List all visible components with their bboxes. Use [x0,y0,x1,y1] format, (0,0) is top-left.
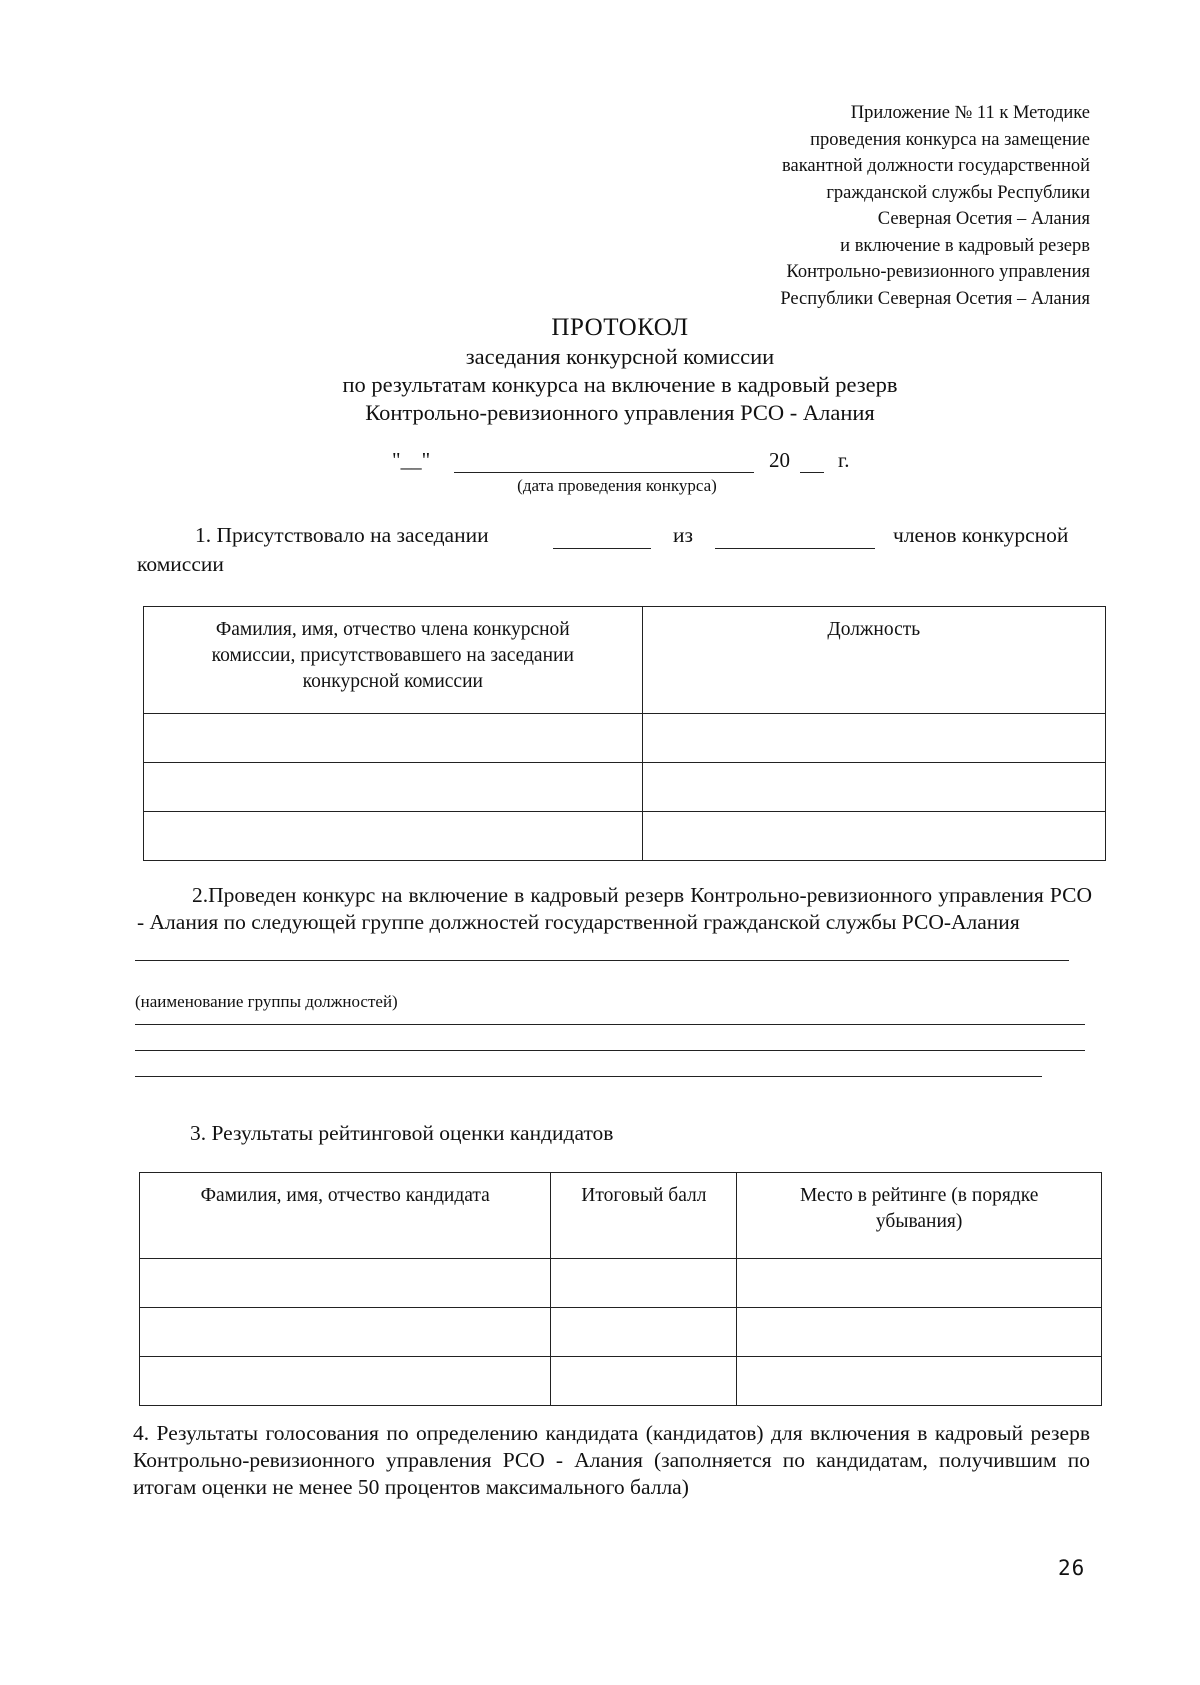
table-row [144,763,1106,812]
header-member-name: Фамилия, имя, отчество члена конкурсной комиссии, присутствовавшего на заседании конкурсной комиссии [144,607,643,714]
table-cell [144,714,643,763]
page-number: 26 [1058,1556,1086,1580]
table-cell [737,1308,1102,1357]
title-main: ПРОТОКОЛ [551,314,689,341]
section3-text: 3. Результаты рейтинговой оценки кандидатов [190,1121,614,1145]
position-group-caption: (наименование группы должностей) [135,992,398,1011]
date-year-blank [800,472,824,473]
appendix-line: Контрольно-ревизионного управления [786,262,1090,282]
blank-line [135,1076,1042,1077]
date-blank-line [454,472,754,473]
header-position: Должность [642,607,1105,714]
table-header-row [140,1173,1102,1259]
appendix-line: Северная Осетия – Алания [877,209,1090,229]
candidate-rating-table [139,1172,1102,1406]
appendix-line: вакантной должности государственной [782,156,1090,176]
appendix-note [630,100,1090,312]
position-group-line [135,960,1069,961]
appendix-line: гражданской службы Республики [826,182,1090,203]
section1-text-members: членов конкурсной [893,523,1069,547]
commission-members-table [143,606,1106,861]
header-candidate-name: Фамилия, имя, отчество кандидата [140,1173,551,1259]
table-cell [642,763,1105,812]
total-count-blank [715,548,875,549]
header-rating-place: Место в рейтинге (в порядке убывания) [737,1173,1102,1259]
appendix-line: проведения конкурса на замещение [810,129,1090,150]
date-field [392,448,852,478]
table-header-row [144,607,1106,714]
section1-of: из [673,523,693,547]
table-row [144,812,1106,861]
blank-line [135,1024,1085,1025]
table-cell [737,1357,1102,1406]
appendix-line: Приложение № 11 к Методике [850,103,1090,123]
table-cell [642,714,1105,763]
table-cell [551,1308,737,1357]
title-line: заседания конкурсной комиссии [465,344,775,369]
section1-text: 1. Присутствовало на заседании [195,523,489,547]
table-row [140,1357,1102,1406]
document-title [0,313,1200,427]
blank-line [135,1050,1085,1051]
date-year-prefix: 20 [769,448,790,472]
appendix-line: Республики Северная Осетия – Алания [780,288,1090,309]
table-row [144,714,1106,763]
table-cell [144,763,643,812]
date-year-suffix: г. [838,448,850,472]
table-cell [140,1259,551,1308]
section4-text: 4. Результаты голосования по определению кандидата (кандидатов) для включения в кадровый резерв Контрольно-ревизионного управления РСО - Алания (заполняется по кандидатам, получившим по итогам оценки не менее 50 процентов максимального балла) [133,1421,1090,1499]
table-row [140,1259,1102,1308]
table-cell [551,1357,737,1406]
header-total-score: Итоговый балл [551,1173,737,1259]
table-cell [144,812,643,861]
table-cell [551,1259,737,1308]
date-caption: (дата проведения конкурса) [517,476,717,495]
table-cell [140,1357,551,1406]
section2-text: 2.Проведен конкурс на включение в кадровый резерв Контрольно-ревизионного управления РСО - Алания по следующей группе должностей государственной гражданской службы РСО-Алания [137,883,1092,934]
title-line: по результатам конкурса на включение в кадровый резерв [342,372,898,397]
title-line: Контрольно-ревизионного управления РСО - Алания [365,400,875,425]
appendix-line: и включение в кадровый резерв [840,235,1090,256]
section1-text-commission: комиссии [137,552,224,576]
present-count-blank [553,548,651,549]
table-row [140,1308,1102,1357]
table-cell [140,1308,551,1357]
table-cell [737,1259,1102,1308]
table-cell [642,812,1105,861]
date-day-quote: "__" [392,448,431,472]
